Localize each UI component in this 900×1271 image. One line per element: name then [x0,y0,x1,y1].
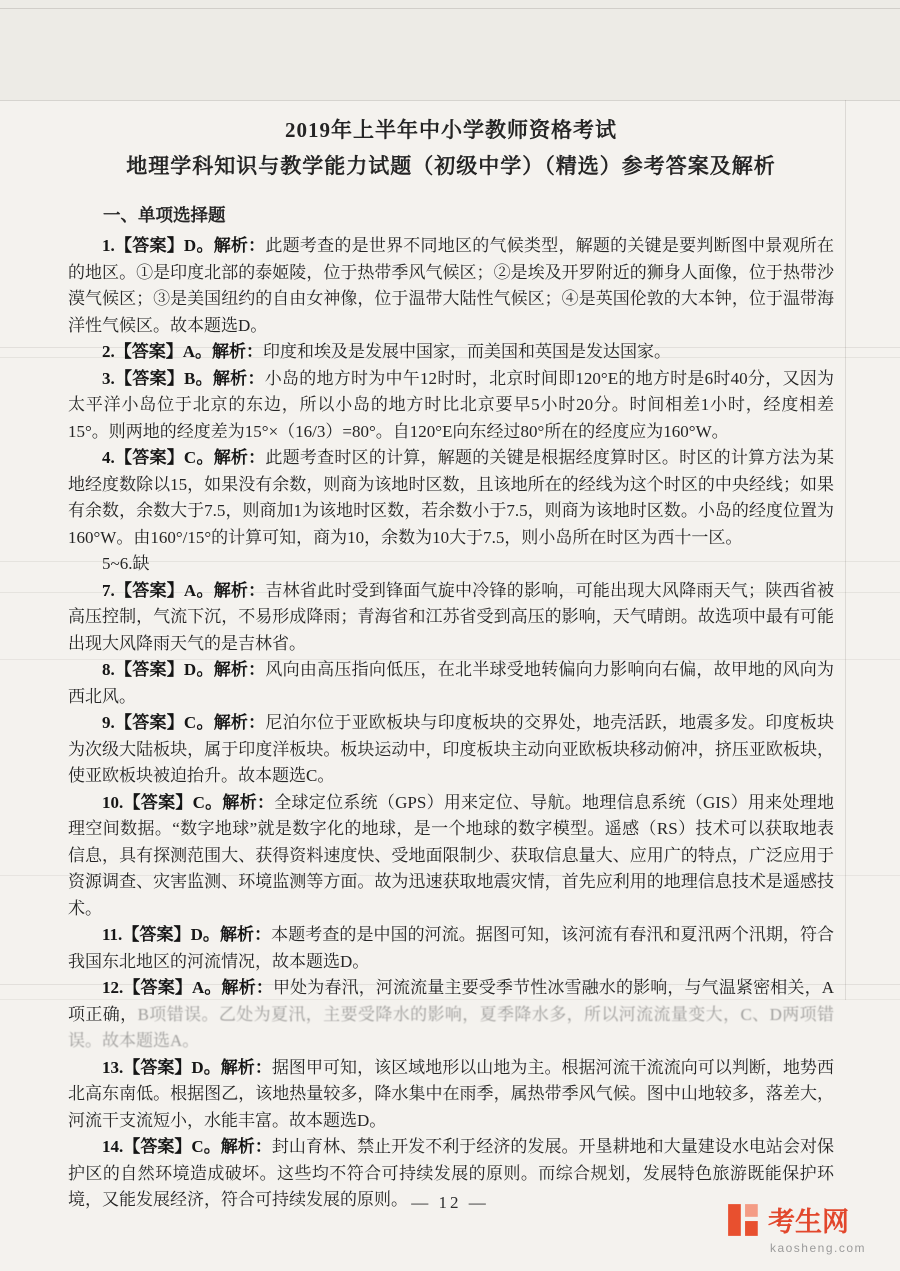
answer-label: 3.【答案】B。解析： [102,368,265,388]
section-heading: 一、单项选择题 [103,205,226,225]
missing-items-note: 5~6.缺 [102,554,150,573]
answer-explanation-faded: B项错误。乙处为夏汛，主要受降水的影响，夏季降水多，所以河流流量变大，C、D两项错误。故本题选A。 [68,1004,835,1050]
answer-explanation: 此题考查时区的计算，解题的关键是根据经度算时区。时区的计算方法为某地经度数除以15，如果没有余数，则商为该地时区数，且该地所在的经线为这个时区的中央经线；如果有余数，余数大于7.5，则商加1为该地时区数，若余数小于7.5，则商为该地时区数。小岛的经度位置为160°W。由160°/15°的计算可知，商为10，余数为10大于7.5，则小岛所在时区为西十一区。 [68,448,834,547]
answer-label: 11.【答案】D。解析： [102,925,272,944]
answer-explanation: 尼泊尔位于亚欧板块与印度板块的交界处，地壳活跃，地震多发。印度板块为次级大陆板块，属于印度洋板块。板块运动中，印度板块主动向亚欧板块移动俯冲，挤压亚欧板块，使亚欧板块被迫抬升。故本题选C。 [68,713,834,785]
answer-item-9 [68,710,834,790]
answer-explanation: 小岛的地方时为中午12时时，北京时间即120°E的地方时是6时40分，又因为太平洋小岛位于北京的东边，所以小岛的地方时比北京要早5小时20分。时间相差1小时，经度相差15°。则两地的经度差为15°×（16/3）=80°。自120°E向东经过80°所在的经度应为160°W。 [68,368,834,441]
answer-explanation: 本题考查的是中国的河流。据图可知，该河流有春汛和夏汛两个汛期，符合我国东北地区的河流情况，故本题选D。 [68,925,835,971]
document-content [68,104,834,1214]
answer-label: 14.【答案】C。解析： [102,1137,272,1156]
answer-label: 1.【答案】D。解析： [102,236,266,255]
scan-top-shading [0,0,900,100]
answer-item-11 [68,922,834,975]
answer-explanation: 甲处为春汛，河流流量主要受季节性冰雪融水的影响，与气温紧密相关，A项正确， [68,978,834,1024]
document-title-line2: 地理学科知识与教学能力试题（初级中学）（精选）参考答案及解析 [126,154,776,178]
answer-label: 13.【答案】D。解析： [102,1057,272,1077]
answer-item-2 [68,339,834,366]
answer-item-4 [68,445,834,551]
answer-label: 10.【答案】C。解析： [102,792,275,812]
answer-item-3 [68,366,834,446]
answer-item-10 [68,790,834,923]
scan-artifact-line [0,100,900,101]
answer-explanation: 据图甲可知，该区域地形以山地为主。根据河流干流流向可以判断，地势西北高东南低。根据图乙，该地热量较多，降水集中在雨季，属热带季风气候。图中山地较多，落差大，河流干支流短小，水能丰富。故本题选D。 [68,1057,835,1130]
answer-label: 4.【答案】C。解析： [102,448,266,467]
watermark-domain-text: kaosheng.com [769,1241,866,1255]
answer-item-7 [68,578,834,658]
answer-explanation: 此题考查的是世界不同地区的气候类型，解题的关键是要判断图中景观所在的地区。①是印度北部的泰姬陵，位于热带季风气候区；②是埃及开罗附近的狮身人面像，位于热带沙漠气候区；③是美国纽约的自由女神像，位于温带大陆性气候区；④是英国伦敦的大本钟，位于温带海洋性气候区。故本题选D。 [68,236,834,335]
answer-label: 12.【答案】A。解析： [102,978,273,997]
answer-item-8 [68,657,834,710]
answer-label: 8.【答案】D。解析： [102,660,266,679]
document-title-line1: 2019年上半年中小学教师资格考试 [285,118,617,142]
scan-artifact-line [0,8,900,9]
page-number: — 12 — [411,1193,489,1212]
answer-explanation: 吉林省此时受到锋面气旋中冷锋的影响，可能出现大风降雨天气；陕西省被高压控制，气流下沉，不易形成降雨；青海省和江苏省受到高压的影响，天气晴朗。故选项中最有可能出现大风降雨天气的是吉林省。 [68,580,834,653]
watermark-brand-text: 考生网 [767,1207,849,1237]
answer-explanation: 全球定位系统（GPS）用来定位、导航。地理信息系统（GIS）用来处理地理空间数据。“数字地球”就是数字化的地球，是一个地球的数字模型。遥感（RS）技术可以获取地表信息，具有探测范围大、获得资料速度快、受地面限制少、获取信息量大、应用广的特点，广泛应用于资源调查、灾害监测、环境监测等方面。故为迅速获取地震灾情，首先应利用的地理信息技术是遥感技术。 [68,792,834,918]
scan-artifact-line [845,100,846,1000]
answer-explanation: 风向由高压指向低压，在北半球受地转偏向力影响向右偏，故甲地的风向为西北风。 [68,660,834,706]
answer-explanation: 封山育林、禁止开发不利于经济的发展。开垦耕地和大量建设水电站会对保护区的自然环境造成破坏。这些均不符合可持续发展的原则。而综合规划，发展特色旅游既能保护环境，又能发展经济，符合可持续发展的原则。 [68,1137,835,1209]
answer-label: 9.【答案】C。解析： [102,713,266,732]
answer-label: 7.【答案】A。解析： [102,580,266,600]
answer-item-13 [68,1055,834,1135]
answer-explanation: 印度和埃及是发展中国家，而美国和英国是发达国家。 [263,342,672,361]
kaosheng-watermark [726,1200,866,1255]
answer-label: 2.【答案】A。解析： [102,342,264,361]
kaosheng-logo-icon [726,1202,762,1238]
answer-item-12 [68,975,834,1055]
answer-item-1 [68,233,834,339]
